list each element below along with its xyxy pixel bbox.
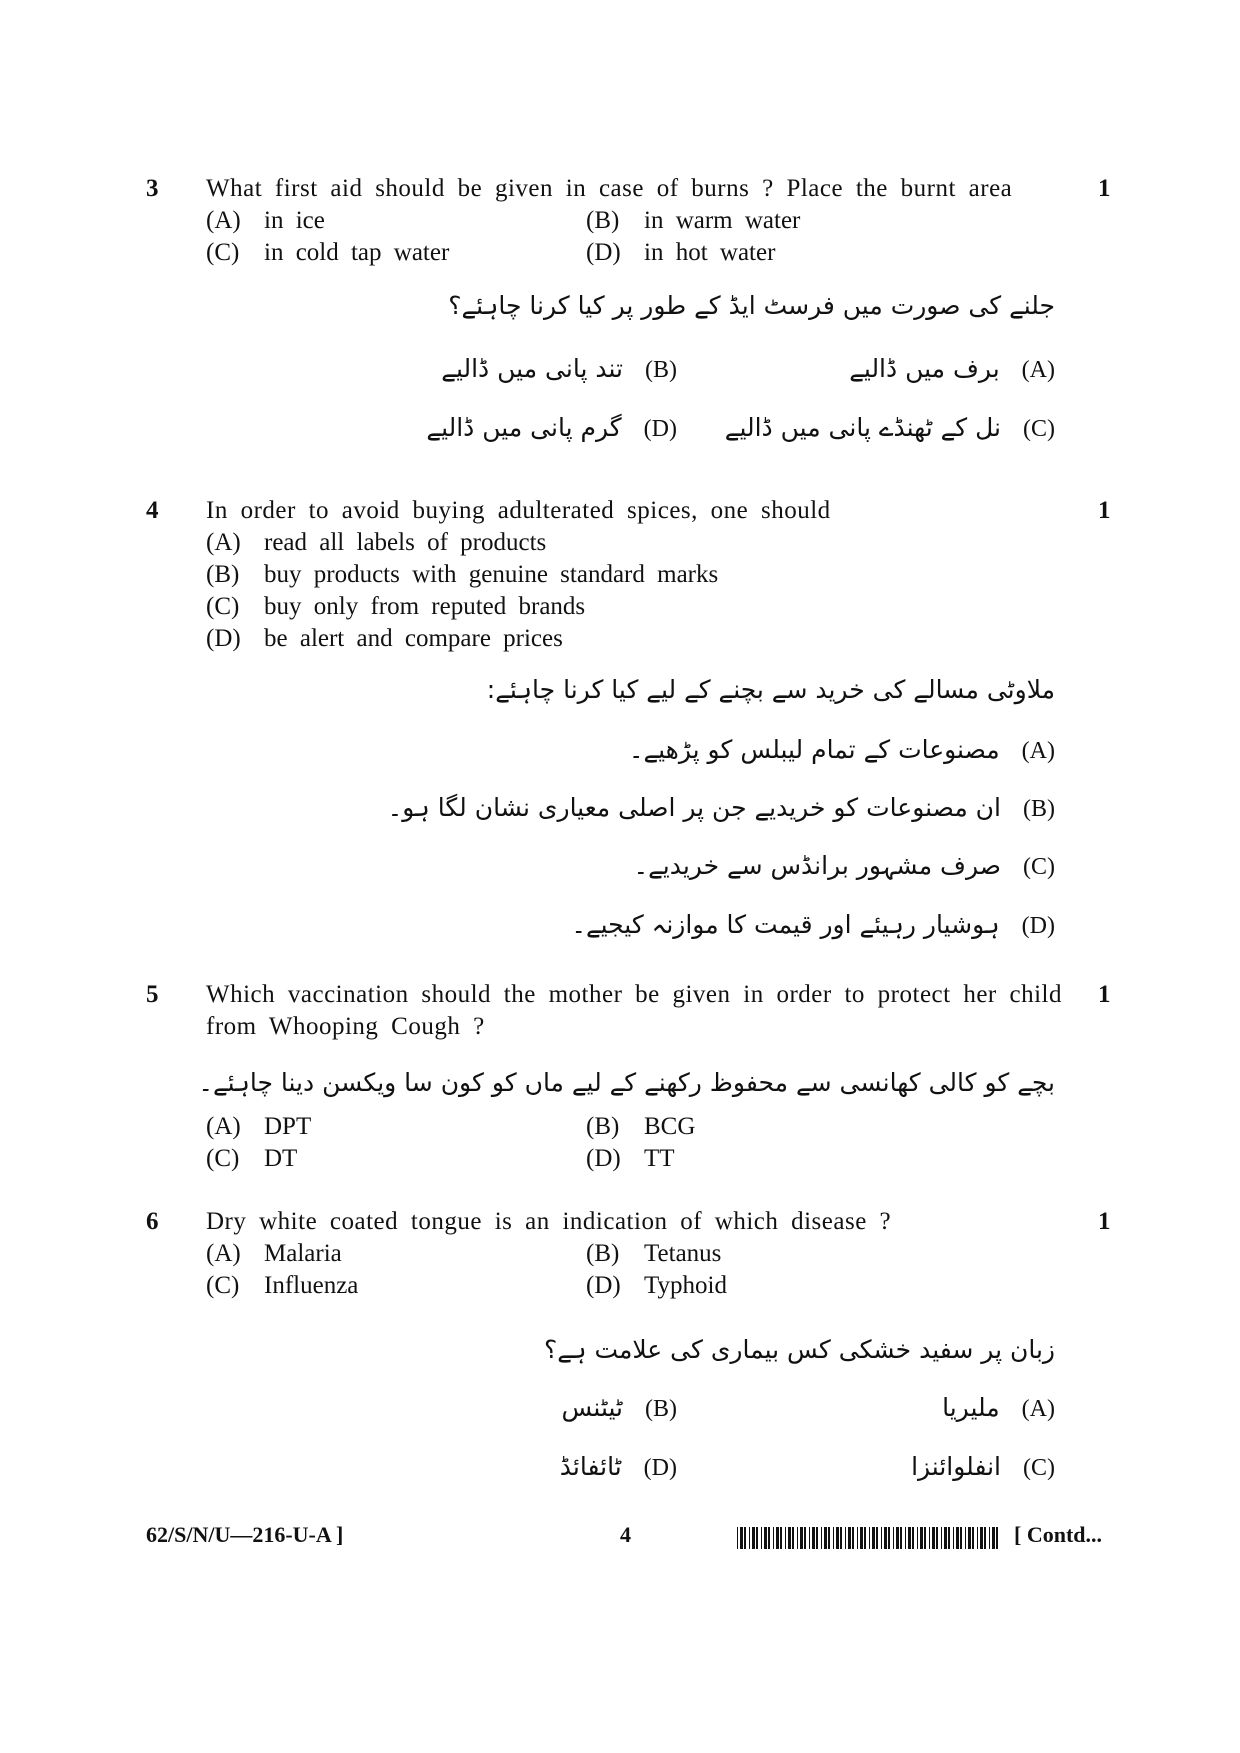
urdu-option-b: (B)ان مصنوعات کو خریدیے جن پر اصلی معیاری نشان لگا ہو۔: [387, 793, 1055, 822]
option-b: (B) Tetanus: [586, 1240, 722, 1267]
option-d: (D) in hot water: [586, 239, 776, 266]
question-text-line-1: Which vaccination should the mother be given in order to protect her child: [206, 981, 1062, 1008]
urdu-option-c: (C)انفلوائنزا: [911, 1452, 1055, 1481]
option-a: (A) in ice: [206, 207, 325, 234]
contd-label: [ Contd...: [1014, 1522, 1103, 1547]
option-d: (D) TT: [586, 1145, 675, 1172]
option-a: (A) DPT: [206, 1113, 312, 1140]
question-number: 6: [146, 1208, 159, 1235]
option-a: (A) Malaria: [206, 1240, 342, 1267]
question-text: What first aid should be given in case of burns ? Place the burnt area: [206, 175, 1013, 202]
urdu-option-b: (B)تند پانی میں ڈالیے: [441, 354, 677, 383]
urdu-option-b: (B)ٹیٹنس: [561, 1393, 677, 1422]
option-b: (B) in warm water: [586, 207, 801, 234]
question-number: 5: [146, 981, 159, 1008]
question-text: Dry white coated tongue is an indication of which disease ?: [206, 1208, 892, 1235]
urdu-question-text: ملاوٹی مسالے کی خرید سے بچنے کے لیے کیا کرنا چاہئے:: [486, 675, 1055, 704]
question-text: In order to avoid buying adulterated spices, one should: [206, 497, 831, 524]
urdu-option-d: (D)ہوشیار رہیئے اور قیمت کا موازنہ کیجیے۔: [571, 910, 1055, 939]
urdu-option-d: (D)ٹائفائڈ: [559, 1452, 677, 1481]
paper-code: 62/S/N/U—216-U-A ]: [146, 1522, 344, 1547]
urdu-question-text: بچے کو کالی کھانسی سے محفوظ رکھنے کے لیے ماں کو کون سا ویکسن دینا چاہئے۔: [198, 1068, 1055, 1097]
urdu-option-a: (A)مصنوعات کے تمام لیبلس کو پڑھیے۔: [628, 735, 1055, 764]
urdu-option-c: (C)نل کے ٹھنڈے پانی میں ڈالیے: [724, 413, 1055, 442]
option-c: (C) buy only from reputed brands: [206, 593, 586, 620]
option-c: (C) DT: [206, 1145, 298, 1172]
urdu-option-a: (A)ملیریا: [942, 1393, 1055, 1422]
barcode: [737, 1527, 999, 1549]
urdu-question-text: جلنے کی صورت میں فرسٹ ایڈ کے طور پر کیا کرنا چاہئے؟: [448, 291, 1055, 320]
option-c: (C) Influenza: [206, 1272, 359, 1299]
page-number: 4: [620, 1522, 631, 1547]
option-a: (A) read all labels of products: [206, 529, 547, 556]
question-marks: 1: [1098, 981, 1111, 1008]
urdu-option-c: (C)صرف مشہور برانڈس سے خریدیے۔: [633, 851, 1055, 880]
option-b: (B) buy products with genuine standard marks: [206, 561, 719, 588]
question-number: 4: [146, 497, 159, 524]
option-d: (D) Typhoid: [586, 1272, 727, 1299]
urdu-option-a: (A)برف میں ڈالیے: [849, 354, 1055, 383]
option-d: (D) be alert and compare prices: [206, 625, 563, 652]
question-marks: 1: [1098, 497, 1111, 524]
option-c: (C) in cold tap water: [206, 239, 450, 266]
urdu-option-d: (D)گرم پانی میں ڈالیے: [426, 413, 677, 442]
question-text-line-2: from Whooping Cough ?: [206, 1013, 485, 1040]
question-number: 3: [146, 175, 159, 202]
option-b: (B) BCG: [586, 1113, 696, 1140]
question-marks: 1: [1098, 1208, 1111, 1235]
question-marks: 1: [1098, 175, 1111, 202]
urdu-question-text: زبان پر سفید خشکی کس بیماری کی علامت ہے؟: [543, 1335, 1055, 1364]
